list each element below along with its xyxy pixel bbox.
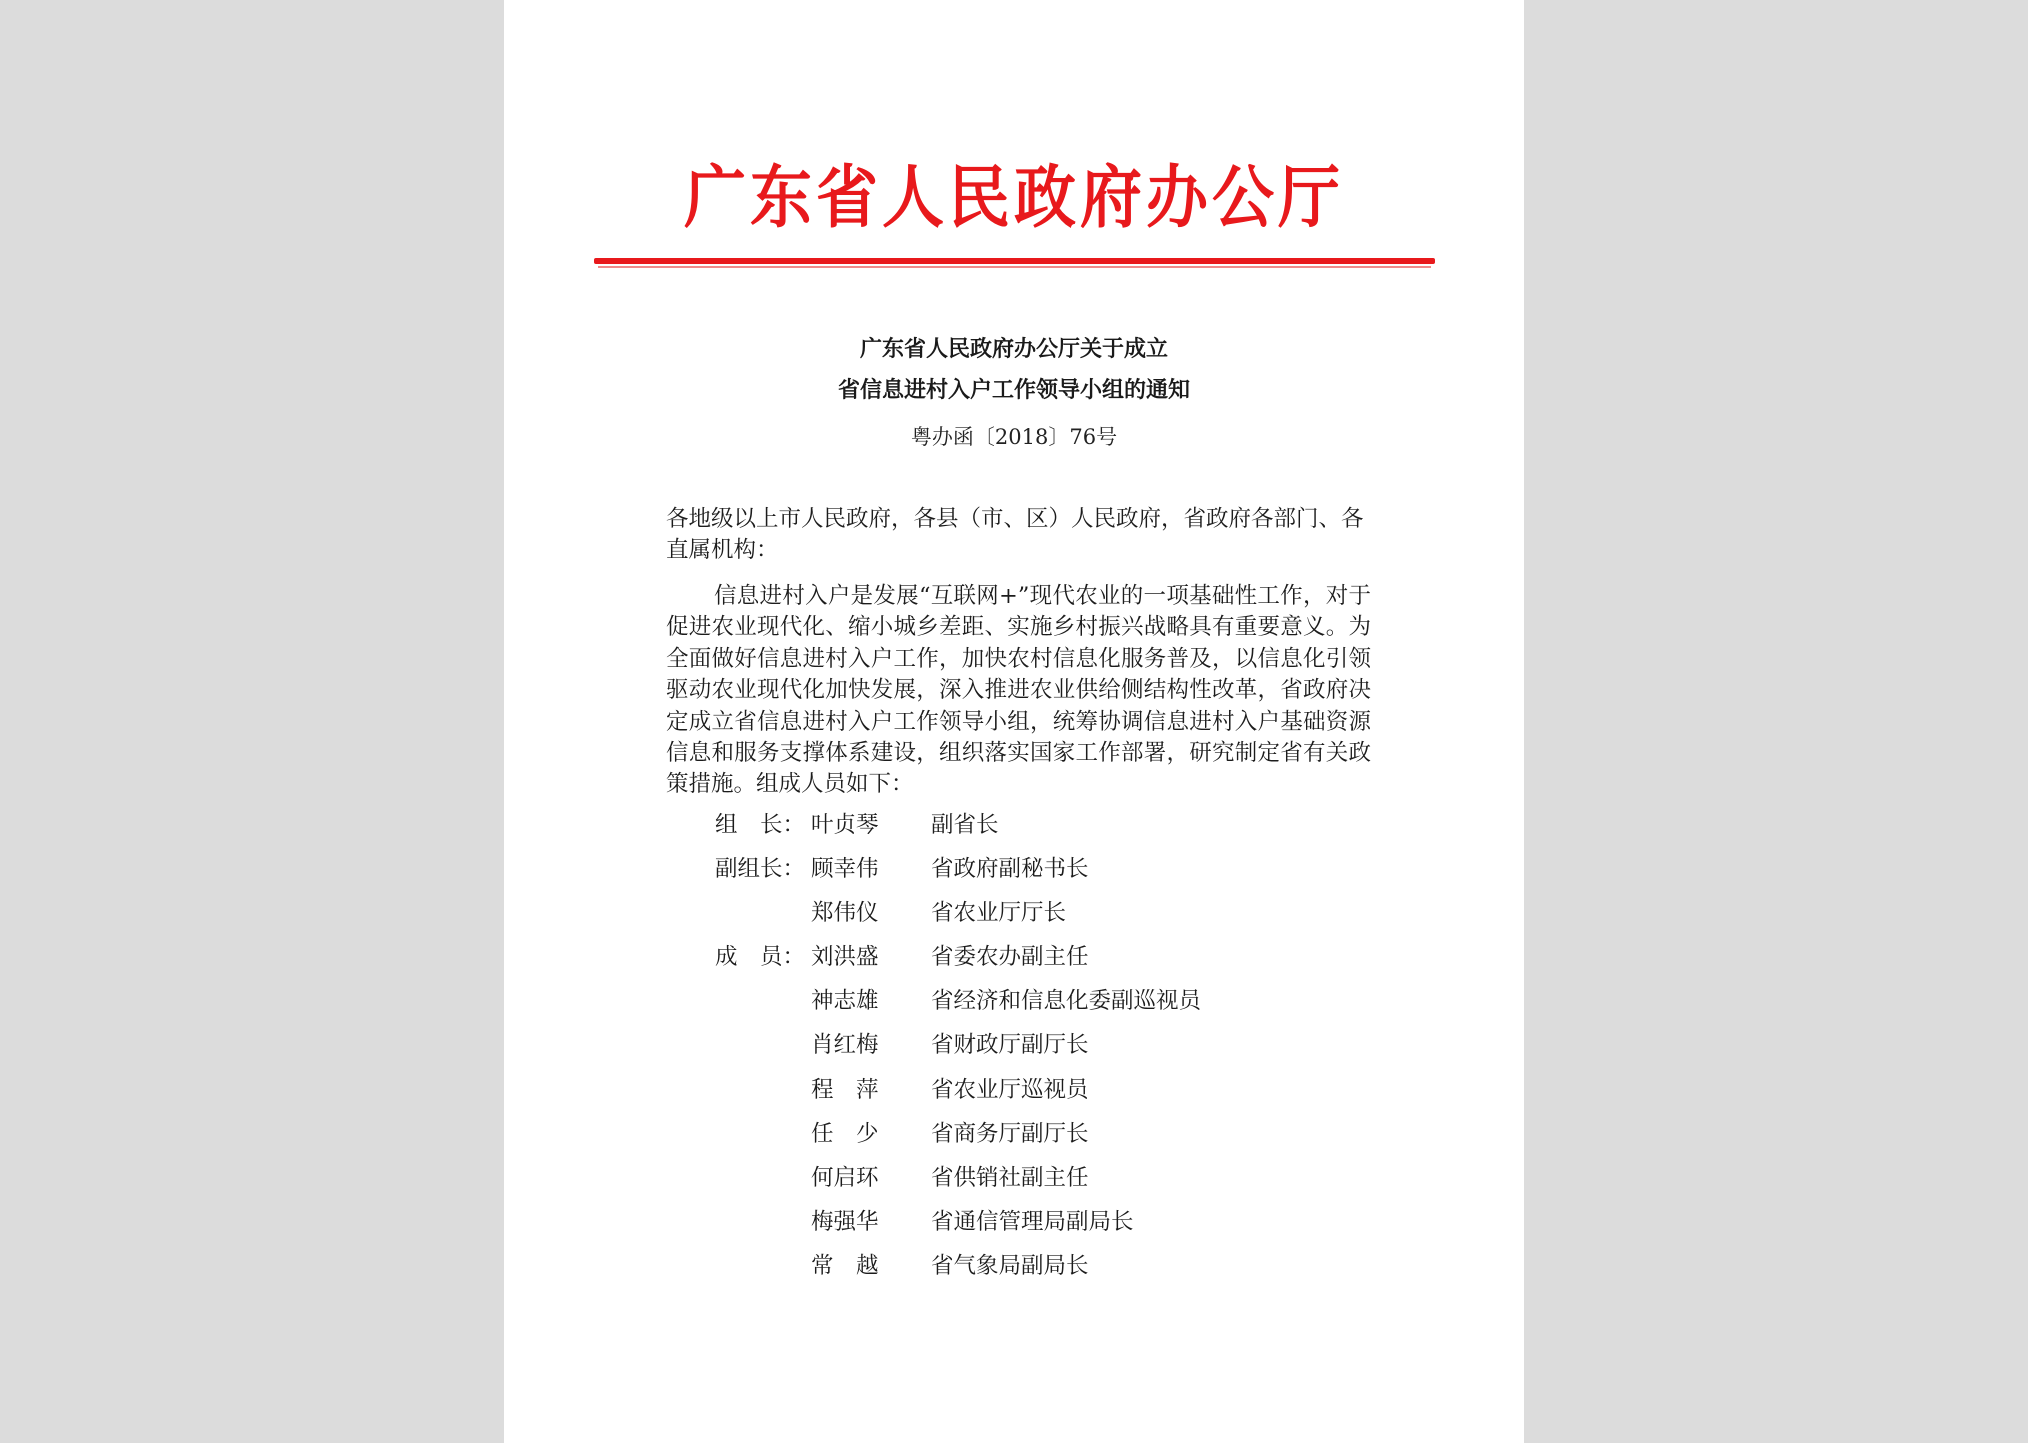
document-page bbox=[504, 0, 1524, 1443]
member-row bbox=[666, 940, 1366, 974]
member-row bbox=[666, 1249, 1366, 1283]
member-name: 郑伟仪 bbox=[811, 900, 879, 926]
member-name: 何启环 bbox=[811, 1165, 879, 1191]
member-position: 省委农办副主任 bbox=[931, 944, 1089, 970]
member-position: 省财政厅副厅长 bbox=[931, 1032, 1089, 1058]
member-name: 顾幸伟 bbox=[811, 856, 879, 882]
member-row bbox=[666, 1028, 1366, 1062]
member-name: 常 越 bbox=[811, 1253, 879, 1279]
document-title-line-1: 广东省人民政府办公厅关于成立 bbox=[859, 337, 1168, 362]
member-position: 省农业厅厅长 bbox=[931, 900, 1067, 926]
member-row bbox=[666, 1161, 1366, 1195]
member-row bbox=[666, 896, 1366, 930]
member-position: 省供销社副主任 bbox=[931, 1165, 1089, 1191]
document-number: 粤办函〔2018〕76号 bbox=[910, 425, 1118, 449]
member-position: 省政府副秘书长 bbox=[931, 856, 1089, 882]
addressee: 各地级以上市人民政府，各县（市、区）人民政府，省政府各部门、各直属机构： bbox=[666, 506, 1364, 564]
member-row bbox=[666, 808, 1366, 842]
member-row bbox=[666, 1117, 1366, 1151]
member-role: 副组长： bbox=[715, 856, 806, 882]
member-row bbox=[666, 1073, 1366, 1107]
member-name: 肖红梅 bbox=[811, 1032, 879, 1058]
member-row bbox=[666, 984, 1366, 1018]
member-name: 叶贞琴 bbox=[811, 812, 879, 838]
member-row bbox=[666, 1205, 1366, 1239]
member-name: 刘洪盛 bbox=[811, 944, 879, 970]
member-position: 省经济和信息化委副巡视员 bbox=[931, 988, 1202, 1014]
member-position: 省通信管理局副局长 bbox=[931, 1209, 1134, 1235]
member-role: 成 员： bbox=[715, 944, 806, 970]
document-title-line-2: 省信息进村入户工作领导小组的通知 bbox=[837, 378, 1190, 403]
member-position: 副省长 bbox=[931, 812, 999, 838]
member-role: 组 长： bbox=[715, 812, 806, 838]
letterhead-red-rule-shadow bbox=[598, 266, 1431, 268]
member-position: 省气象局副局长 bbox=[931, 1253, 1089, 1279]
member-name: 神志雄 bbox=[811, 988, 879, 1014]
body-paragraph: 信息进村入户是发展“互联网+”现代农业的一项基础性工作，对于促进农业现代化、缩小城乡差距、实施乡村振兴战略具有重要意义。为全面做好信息进村入户工作，加快农村信息化服务普及，以信息化引领驱动农业现代化加快发展，深入推进农业供给侧结构性改革，省政府决定成立省信息进村入户工作领导小组，统筹协调信息进村入户基础资源信息和服务支撑体系建设，组织落实国家工作部署，研究制定省有关政策措施。组成人员如下： bbox=[666, 583, 1371, 798]
member-row bbox=[666, 852, 1366, 886]
member-name: 梅强华 bbox=[811, 1209, 879, 1235]
member-name: 程 萍 bbox=[811, 1077, 879, 1103]
member-position: 省商务厅副厅长 bbox=[931, 1121, 1089, 1147]
member-position: 省农业厅巡视员 bbox=[931, 1077, 1089, 1103]
letterhead-red-rule bbox=[594, 258, 1435, 264]
member-name: 任 少 bbox=[811, 1121, 879, 1147]
letterhead-title: 广东省人民政府办公厅 bbox=[683, 157, 1344, 238]
